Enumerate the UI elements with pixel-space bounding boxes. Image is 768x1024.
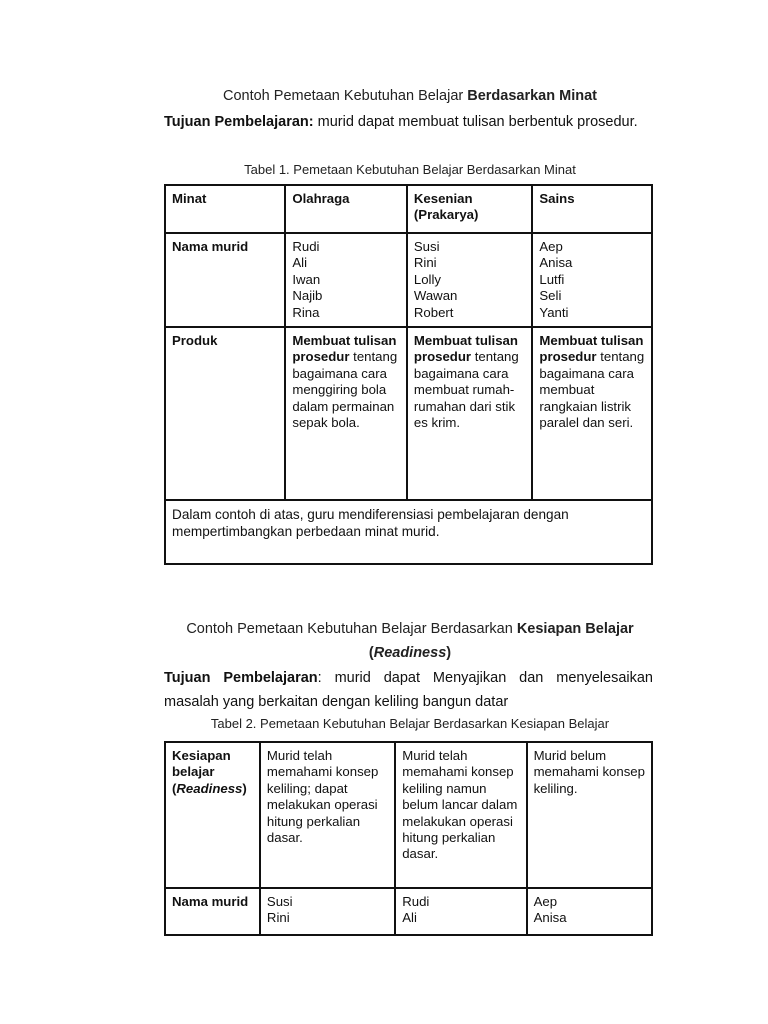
readiness-label-text: Kesiapan belajar bbox=[172, 748, 231, 780]
table1-header-cell: Olahraga bbox=[285, 185, 407, 233]
table1-product-label: Produk bbox=[165, 327, 285, 500]
product-bold: Membuat tulisan prosedur bbox=[292, 333, 397, 365]
section2-goal-text: : murid dapat Menyajikan dan menyelesaikan masalah yang berkaitan dengan keliling bangun datar bbox=[164, 670, 653, 710]
table1-product-cell bbox=[532, 327, 652, 500]
section1-heading-plain: Contoh Pemetaan Kebutuhan Belajar bbox=[222, 88, 468, 104]
student-name: Ali bbox=[402, 910, 417, 926]
student-name: Iwan bbox=[292, 271, 321, 287]
table1-names-row bbox=[165, 233, 652, 327]
student-name: Rini bbox=[266, 910, 290, 926]
table1-product-cell bbox=[285, 327, 407, 500]
table2-readiness-cell: Murid belum memahami konsep keliling. bbox=[527, 742, 652, 888]
student-name: Wawan bbox=[413, 288, 458, 304]
section1-heading-bold: Berdasarkan Minat bbox=[467, 88, 597, 104]
table2-names-cell bbox=[527, 888, 652, 935]
section1-goal-label: Tujuan Pembelajaran: bbox=[164, 114, 314, 130]
student-name: Aep bbox=[539, 239, 563, 254]
product-text: tentang bagaimana cara membuat rumah-rumahan dari stik es krim. bbox=[413, 349, 519, 431]
table1-header-cell: Sains bbox=[532, 185, 652, 233]
section2-goal bbox=[164, 666, 653, 714]
paren-close: ) bbox=[242, 780, 247, 796]
section2-heading-italic: Readiness bbox=[373, 645, 447, 661]
section1-goal-text: murid dapat membuat tulisan berbentuk prosedur. bbox=[313, 114, 638, 130]
product-bold: Membuat tulisan prosedur bbox=[413, 333, 518, 365]
table1-names-cell bbox=[407, 233, 533, 327]
student-name: Seli bbox=[539, 288, 562, 304]
table2-names-row bbox=[165, 888, 652, 935]
product-bold: Membuat tulisan prosedur bbox=[539, 333, 644, 365]
table1 bbox=[164, 184, 653, 565]
table2-names-label: Nama murid bbox=[165, 888, 260, 935]
table2-caption: Tabel 2. Pemetaan Kebutuhan Belajar Berdasarkan Kesiapan Belajar bbox=[210, 716, 610, 731]
table2 bbox=[164, 741, 653, 936]
table2-readiness-label bbox=[165, 742, 260, 888]
table1-footer-row bbox=[165, 500, 652, 564]
table2-names-cell bbox=[260, 888, 395, 935]
student-name: Rudi bbox=[292, 239, 320, 254]
paren-open: ( bbox=[172, 780, 177, 796]
paren-close: ) bbox=[446, 645, 452, 661]
student-name: Aep bbox=[533, 894, 558, 909]
table1-names-label: Nama murid bbox=[165, 233, 285, 327]
section1-heading bbox=[160, 88, 660, 104]
section2-heading-plain: Contoh Pemetaan Kebutuhan Belajar Berdasarkan bbox=[186, 621, 517, 637]
table1-product-cell bbox=[407, 327, 533, 500]
student-name: Robert bbox=[413, 304, 454, 320]
table1-header-cell: Kesenian (Prakarya) bbox=[407, 185, 533, 233]
student-name: Ali bbox=[292, 255, 307, 271]
table1-names-cell bbox=[285, 233, 407, 327]
section2-heading-line2 bbox=[160, 645, 660, 661]
student-name: Yanti bbox=[539, 304, 569, 320]
product-text: tentang bagaimana cara membuat rangkaian listrik paralel dan seri. bbox=[539, 349, 645, 431]
table2-readiness-cell: Murid telah memahami konsep keliling namun belum lancar dalam melakukan operasi hitung perkalian dasar. bbox=[395, 742, 526, 888]
table1-header-row bbox=[165, 185, 652, 233]
section2-heading bbox=[160, 621, 660, 637]
paren-open: ( bbox=[368, 645, 374, 661]
table1-product-row bbox=[165, 327, 652, 500]
student-name: Susi bbox=[266, 894, 293, 909]
student-name: Lutfi bbox=[539, 271, 565, 287]
table2-readiness-cell: Murid telah memahami konsep keliling; dapat melakukan operasi hitung perkalian dasar. bbox=[260, 742, 395, 888]
student-name: Rudi bbox=[402, 894, 430, 909]
student-name: Susi bbox=[413, 239, 440, 254]
student-name: Anisa bbox=[533, 910, 567, 926]
product-text: tentang bagaimana cara menggiring bola dalam permainan sepak bola. bbox=[292, 349, 398, 431]
student-name: Najib bbox=[292, 288, 323, 304]
student-name: Lolly bbox=[413, 271, 442, 287]
table2-names-cell bbox=[395, 888, 526, 935]
section2-heading-bold: Kesiapan Belajar bbox=[516, 621, 634, 637]
table1-caption: Tabel 1. Pemetaan Kebutuhan Belajar Berdasarkan Minat bbox=[244, 162, 576, 177]
table1-names-cell bbox=[532, 233, 652, 327]
student-name: Rina bbox=[292, 304, 320, 320]
student-name: Anisa bbox=[539, 255, 573, 271]
table2-readiness-row bbox=[165, 742, 652, 888]
student-name: Rini bbox=[413, 255, 437, 271]
section1-goal bbox=[164, 110, 653, 134]
table1-header-cell: Minat bbox=[165, 185, 285, 233]
readiness-label-italic: Readiness bbox=[176, 780, 243, 796]
section2-goal-label: Tujuan Pembelajaran bbox=[164, 670, 318, 686]
table1-footer-note: Dalam contoh di atas, guru mendiferensiasi pembelajaran dengan mempertimbangkan perbedaan minat murid. bbox=[165, 500, 652, 564]
